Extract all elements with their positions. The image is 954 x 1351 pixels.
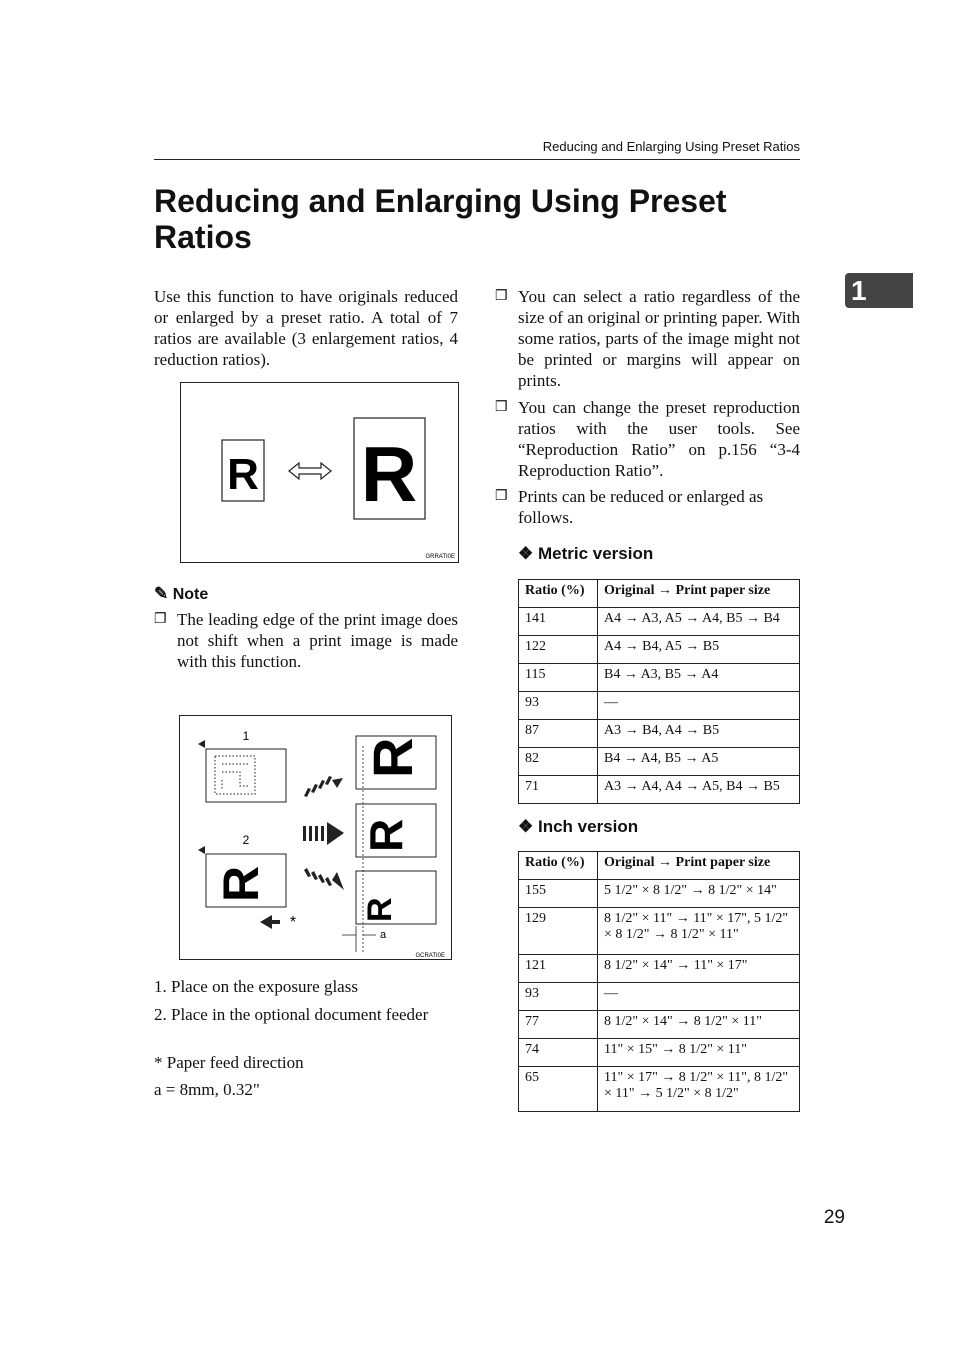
figure-code: GRRATI0E [425,554,455,560]
metric-table [518,579,800,804]
page-number: 29 [823,1207,845,1228]
size-cell: — [598,692,800,720]
legend-a-note: a = 8mm, 0.32" [154,1080,260,1099]
feed-illustration [180,716,451,959]
diamond-icon: ❖ [518,817,534,836]
ratio-cell: 82 [519,748,598,776]
large-r-letter: R [360,430,418,518]
ratio-cell: 121 [519,955,598,983]
note-item-text: The leading edge of the print image does not shift when a print image is made with this function. [177,610,458,671]
star-marker: * [289,914,297,931]
checkbox-bullet-icon: ❒ [495,489,508,504]
size-cell: B4 → A4, B5 → A5 [598,748,800,776]
ratio-illustration [181,383,458,562]
metric-heading-text: Metric version [537,544,654,563]
table-row [519,720,800,748]
note-label: Note [172,586,209,603]
info-bullet-1 [495,286,800,391]
striped-arrow-icon [304,776,343,797]
table-row [519,1011,800,1039]
table-header-row [519,580,800,608]
rotated-r-letter: R [361,897,399,922]
size-cell: — [598,983,800,1011]
legend-star-note: * Paper feed direction [154,1053,304,1072]
size-cell: 5 1/2" × 8 1/2" → 8 1/2" × 14" [598,880,800,908]
table-row [519,908,800,955]
striped-arrow-icon [303,822,344,845]
feed-arrow-icon [260,915,280,929]
ratio-header: Ratio (%) [519,852,598,880]
size-header: Original → Print paper size [598,852,800,880]
feed-direction-figure [179,715,452,960]
size-cell: 8 1/2" × 11" → 11" × 17", 5 1/2" × 8 1/2" → 8 1/2" × 11" [598,908,800,955]
inch-table [518,851,800,1112]
info-bullet-text: You can select a ratio regardless of the size of an original or printing paper. With some ratios, parts of the image might not be printed or margins will appear on prints. [518,287,800,390]
note-item [154,609,458,675]
ratio-header: Ratio (%) [519,580,598,608]
table-header-row [519,852,800,880]
dotted-r-icon [215,756,255,794]
size-cell: 8 1/2" × 14" → 11" × 17" [598,955,800,983]
table-row [519,983,800,1011]
rotated-r-letter: R [360,818,412,852]
table-row [519,955,800,983]
info-bullet-text: Prints can be reduced or enlarged as follows. [518,487,764,527]
label-a: a [380,929,387,941]
ratio-figure [180,382,459,563]
intro-paragraph: Use this function to have originals reduced or enlarged by a preset ratio. A total of 7 ratios are available (3 enlargement ratios, 4 reduction ratios). [154,287,458,369]
size-cell: 8 1/2" × 14" → 8 1/2" × 11" [598,1011,800,1039]
note-heading [154,584,208,604]
checkbox-bullet-icon: ❒ [495,400,508,415]
info-bullet-text: You can change the preset reproduction ratios with the user tools. See “Reproduction Ratio” on p.156 “3-4 Reproduction Ratio”. [518,398,800,480]
info-bullet-3 [495,486,800,530]
table-row [519,692,800,720]
label-2: 2 [242,833,250,847]
ratio-cell: 115 [519,664,598,692]
label-1: 1 [242,729,250,743]
table-row [519,1039,800,1067]
legend-item-2: 2. Place in the optional document feeder [154,1005,429,1024]
size-cell: 11" × 17" → 8 1/2" × 11", 8 1/2" × 11" → 5 1/2" × 8 1/2" [598,1067,800,1112]
legend-item-1: 1. Place on the exposure glass [154,977,358,996]
striped-arrow-icon [304,868,344,890]
ratio-cell: 122 [519,636,598,664]
diamond-icon: ❖ [518,544,534,563]
ratio-cell: 65 [519,1067,598,1112]
page-title: Reducing and Enlarging Using Preset Ratios [154,183,727,255]
double-arrow-icon [289,463,331,479]
pencil-icon: ✎ [154,584,169,603]
size-cell: A3 → A4, A4 → A5, B4 → B5 [598,776,800,804]
header-rule [154,159,800,160]
rotated-r-letter: R [361,737,424,778]
figure-code: GCRATI0E [415,953,445,959]
small-r-letter: R [227,450,259,499]
rotated-r-letter: R [213,865,269,902]
ratio-cell: 155 [519,880,598,908]
size-cell: A4 → A3, A5 → A4, B5 → B4 [598,608,800,636]
triangle-marker-icon [198,846,205,854]
ratio-cell: 74 [519,1039,598,1067]
size-cell: B4 → A3, B5 → A4 [598,664,800,692]
ratio-cell: 93 [519,692,598,720]
table-row [519,664,800,692]
table-row [519,776,800,804]
ratio-cell: 87 [519,720,598,748]
triangle-marker-icon [198,740,205,748]
checkbox-bullet-icon: ❒ [495,289,508,304]
size-cell: A4 → B4, A5 → B5 [598,636,800,664]
table-row [519,608,800,636]
info-bullet-2 [495,397,800,481]
chapter-tab[interactable]: 1 [845,273,913,308]
ratio-cell: 129 [519,908,598,955]
inch-heading-text: Inch version [537,817,639,836]
table-row [519,880,800,908]
table-row [519,636,800,664]
ratio-cell: 77 [519,1011,598,1039]
inch-heading [518,817,638,837]
ratio-cell: 141 [519,608,598,636]
table-row [519,748,800,776]
checkbox-bullet-icon: ❒ [154,612,167,627]
metric-heading [518,544,653,564]
running-header: Reducing and Enlarging Using Preset Ratios [542,139,800,154]
table-row [519,1067,800,1112]
ratio-cell: 93 [519,983,598,1011]
ratio-cell: 71 [519,776,598,804]
size-header: Original → Print paper size [598,580,800,608]
size-cell: A3 → B4, A4 → B5 [598,720,800,748]
size-cell: 11" × 15" → 8 1/2" × 11" [598,1039,800,1067]
